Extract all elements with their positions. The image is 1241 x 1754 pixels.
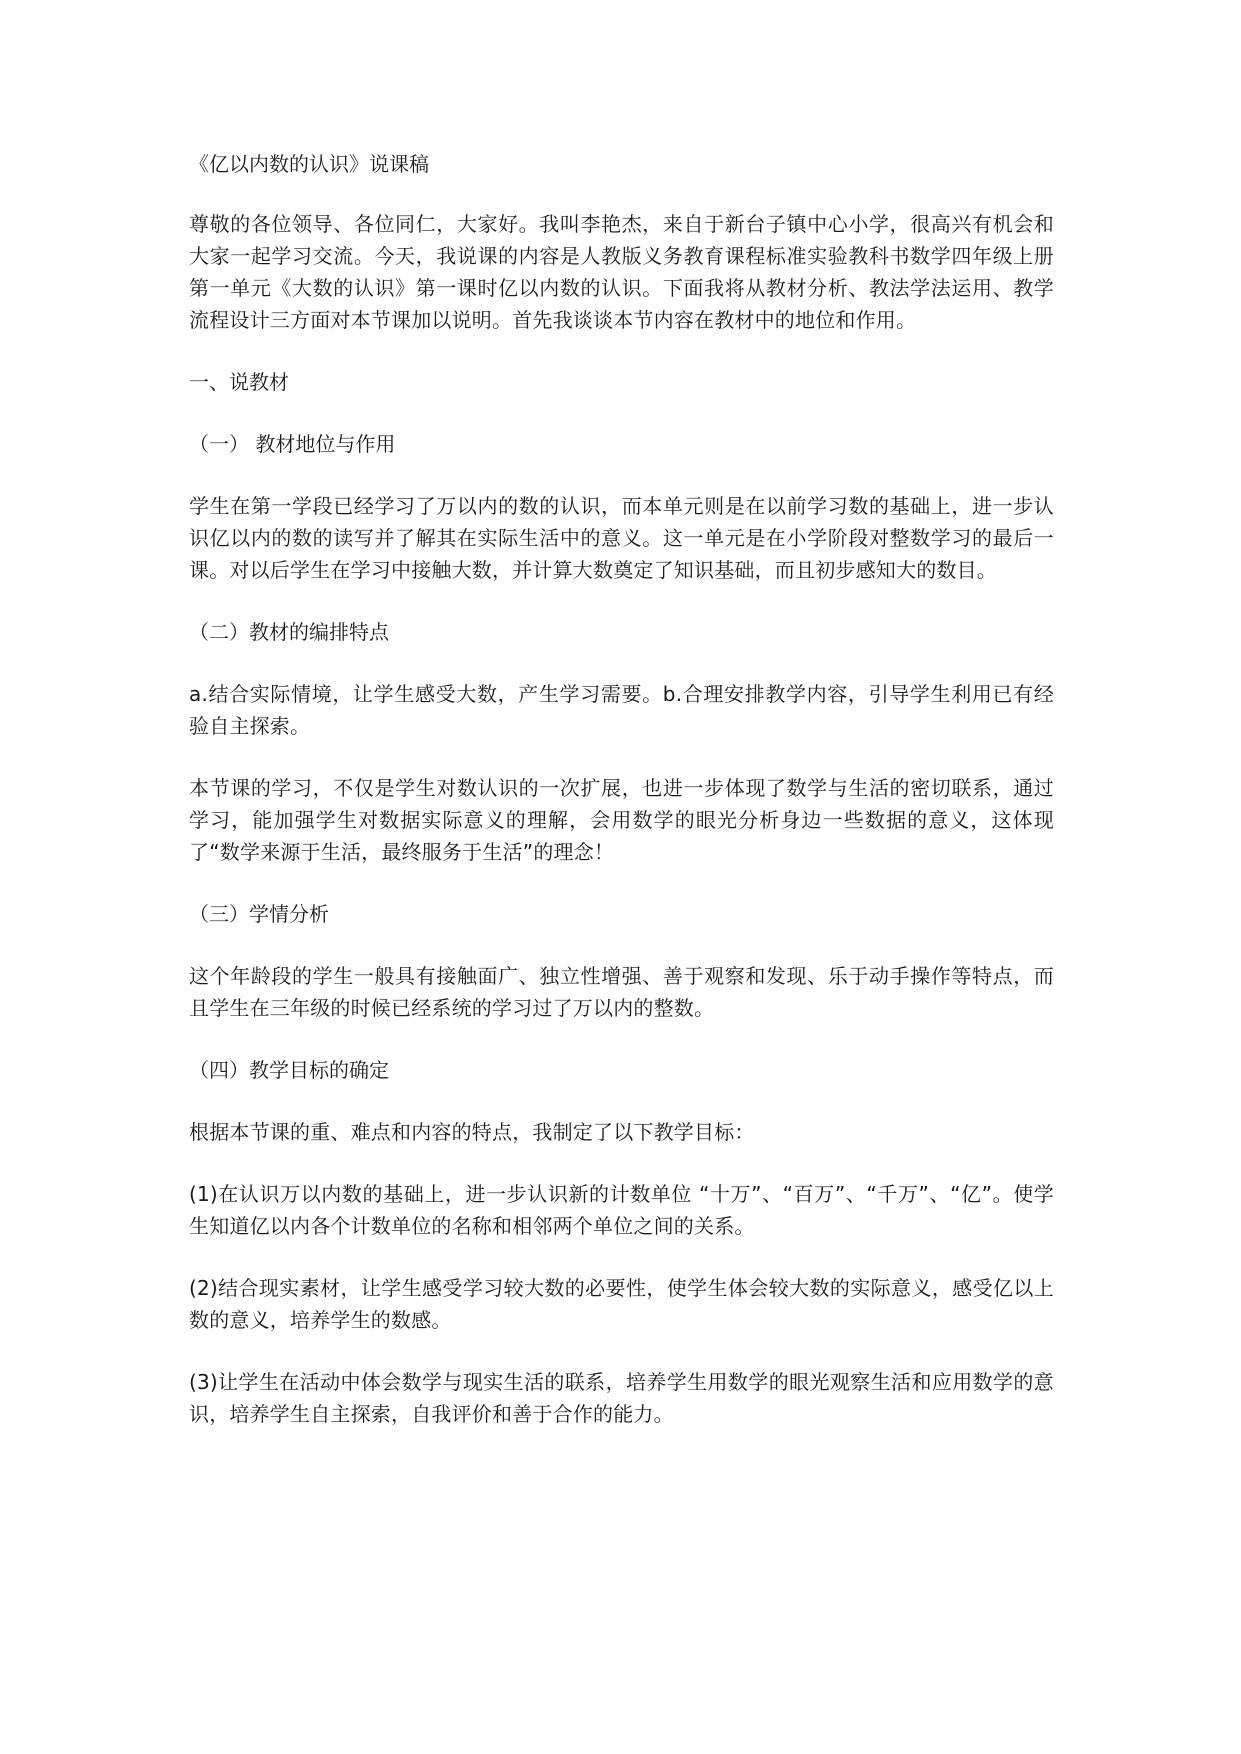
- subsection-1-paragraph: 学生在第一学段已经学习了万以内的数的认识，而本单元则是在以前学习数的基础上，进一步认识亿以内的数的读写并了解其在实际生活中的意义。这一单元是在小学阶段对整数学习的最后一课。对以后学生在学习中接触大数，并计算大数奠定了知识基础，而且初步感知大的数目。: [189, 494, 1054, 582]
- goal-item-1: (1)在认识万以内数的基础上，进一步认识新的计数单位 “十万”、“百万”、“千万”、“亿”。使学生知道亿以内各个计数单位的名称和相邻两个单位之间的关系。: [189, 1182, 1054, 1238]
- subsection-heading-4: （四）教学目标的确定: [189, 1058, 389, 1082]
- goal-item-2: (2)结合现实素材，让学生感受学习较大数的必要性，使学生体会较大数的实际意义，感受亿以上数的意义，培养学生的数感。: [189, 1276, 1054, 1332]
- subsection-2-paragraph: a.结合实际情境，让学生感受大数，产生学习需要。b.合理安排教学内容，引导学生利用已有经验自主探索。: [189, 682, 1054, 738]
- subsection-heading-3: （三）学情分析: [189, 902, 329, 926]
- subsection-4-paragraph: 根据本节课的重、难点和内容的特点，我制定了以下教学目标：: [189, 1120, 755, 1144]
- intro-paragraph: 尊敬的各位领导、各位同仁，大家好。我叫李艳杰，来自于新台子镇中心小学，很高兴有机会和大家一起学习交流。今天，我说课的内容是人教版义务教育课程标准实验教科书数学四年级上册第一单元《大数的认识》第一课时亿以内数的认识。下面我将从教材分析、教法学法运用、教学流程设计三方面对本节课加以说明。首先我谈谈本节内容在教材中的地位和作用。: [189, 212, 1054, 332]
- subsection-heading-1: （一） 教材地位与作用: [189, 432, 396, 456]
- document-title: 《亿以内数的认识》说课稿: [189, 152, 429, 176]
- goal-item-3: (3)让学生在活动中体会数学与现实生活的联系，培养学生用数学的眼光观察生活和应用数学的意识，培养学生自主探索，自我评价和善于合作的能力。: [189, 1370, 1054, 1426]
- document-page: [189, 148, 1054, 1460]
- subsection-heading-2: （二）教材的编排特点: [189, 620, 389, 644]
- subsection-2-paragraph-2: 本节课的学习，不仅是学生对数认识的一次扩展，也进一步体现了数学与生活的密切联系，通过学习，能加强学生对数据实际意义的理解，会用数学的眼光分析身边一些数据的意义，这体现了“数学来源于生活，最终服务于生活”的理念！: [189, 776, 1054, 864]
- subsection-3-paragraph: 这个年龄段的学生一般具有接触面广、独立性增强、善于观察和发现、乐于动手操作等特点，而且学生在三年级的时候已经系统的学习过了万以内的整数。: [189, 964, 1054, 1020]
- section-heading-1: 一、说教材: [189, 370, 289, 394]
